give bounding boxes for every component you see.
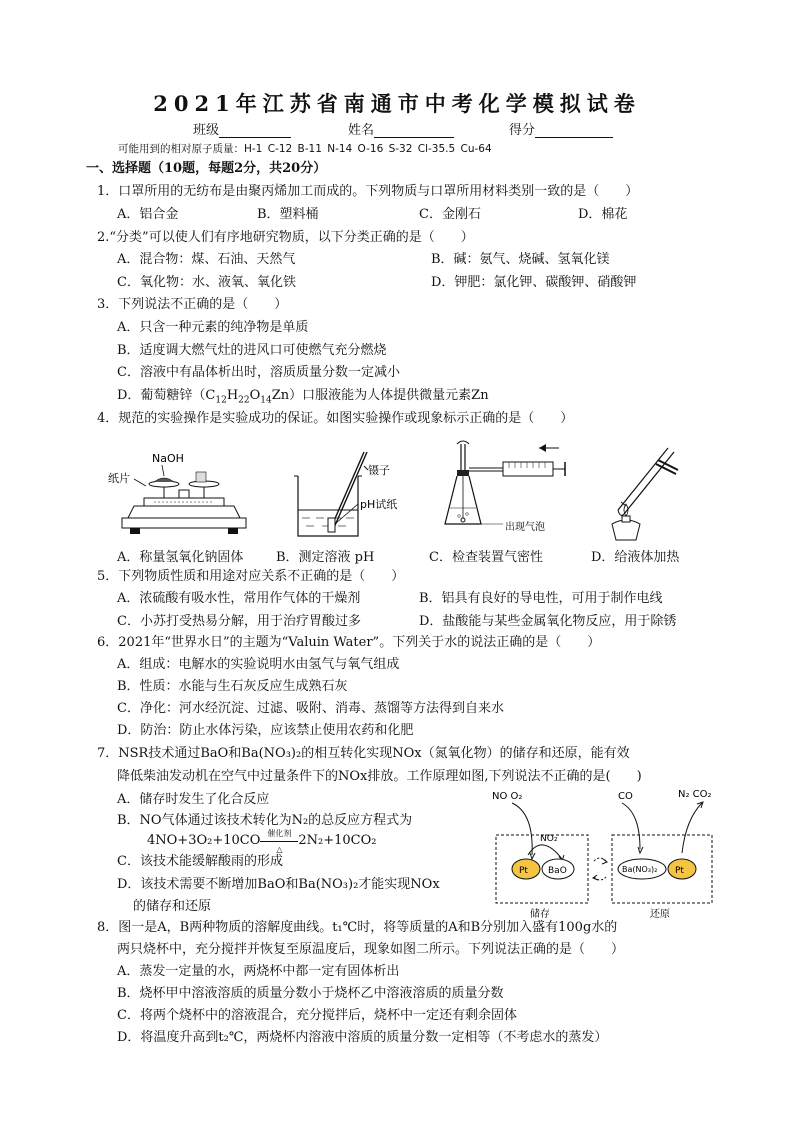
question-7-stem-2: 降低柴油发动机在空气中过量条件下的NOx排放。工作原理如图,下列说法不正确的是( ) (117, 769, 642, 784)
q7-option-b[interactable]: B．NO气体通过该技术转化为N₂的总反应方程式为 (117, 813, 413, 828)
q1-option-a[interactable]: A．铝合金 (117, 207, 179, 222)
pt-label-reduce: Pt (675, 866, 684, 876)
q3-option-d[interactable] (117, 387, 489, 410)
q7-option-d-line2: 的储存和还原 (133, 899, 212, 914)
q4-option-a[interactable]: A．称量氢氧化钠固体 (117, 550, 244, 565)
section-heading: 一、选择题（10题，每题2分，共20分） (86, 161, 327, 176)
q3-d-text-2: H (226, 388, 239, 403)
equation-left: 4NO+3O₂+10CO (147, 833, 261, 848)
q4-option-d[interactable]: D．给液体加热 (591, 550, 680, 565)
q2-option-c[interactable]: C．氧化物：水、液氧、氧化铁 (117, 275, 296, 290)
store-label: 储存 (530, 909, 550, 920)
q7-option-a[interactable]: A．储存时发生了化合反应 (117, 792, 270, 807)
q3-d-sub-3: 14 (260, 395, 272, 406)
tweezers-label: 镊子 (368, 464, 390, 477)
score-label: 得分 (509, 123, 536, 138)
reduce-output-label: N₂ CO₂ (678, 789, 712, 800)
q5-option-a[interactable]: A．浓硫酸有吸水性，常用作气体的干燥剂 (117, 591, 361, 606)
question-8-stem-2: 两只烧杯中，充分搅拌并恢复至原温度后，现象如图二所示。下列说法正确的是（ ） (117, 942, 625, 957)
q3-d-sub-1: 12 (215, 395, 227, 406)
name-blank[interactable] (374, 123, 454, 138)
q6-option-a[interactable]: A．组成：电解水的实验说明水由氢气与氧气组成 (117, 657, 400, 672)
q2-option-d[interactable]: D．钾肥：氯化钾、碳酸钾、硝酸钾 (431, 275, 637, 290)
ph-test-figure (288, 446, 418, 542)
bao-label: BaO (548, 866, 567, 876)
exam-title: 2021年江苏省南通市中考化学模拟试卷 (153, 91, 641, 116)
question-5-stem: 5．下列物质性质和用途对应关系不正确的是（ ） (97, 569, 405, 584)
catalyst-label: 催化剂 (267, 829, 292, 838)
q5-option-c[interactable]: C．小苏打受热易分解，用于治疗胃酸过多 (117, 614, 361, 629)
q1-option-c[interactable]: C．金刚石 (419, 207, 481, 222)
question-1-stem: 1．口罩所用的无纺布是由聚丙烯加工而成的。下列物质与口罩所用材料类别一致的是（ ） (97, 184, 639, 199)
score-field (509, 119, 613, 138)
question-4-stem: 4．规范的实验操作是实验成功的保证。如图实验操作或现象标示正确的是（ ） (97, 411, 574, 426)
q7-equation (147, 829, 377, 854)
airtight-figure (443, 440, 573, 544)
class-blank[interactable] (219, 123, 291, 138)
q8-option-d[interactable]: D．将温度升高到t₂℃，两烧杯内溶液中溶质的质量分数一定相等（不考虑水的蒸发） (117, 1030, 608, 1045)
class-field (193, 119, 291, 138)
no2-label: NO₂ (540, 834, 558, 844)
q7-option-c[interactable]: C．该技术能缓解酸雨的形成 (117, 854, 283, 869)
q8-option-c[interactable]: C．将两个烧杯中的溶液混合，充分搅拌后，烧杯中一定还有剩余固体 (117, 1008, 517, 1023)
store-input-label: NO O₂ (492, 791, 523, 802)
q2-option-b[interactable]: B．碱：氨气、烧碱、氢氧化镁 (431, 252, 610, 267)
nsr-diagram (490, 783, 720, 921)
q3-d-text-4: Zn）口服液能为人体提供微量元素Zn (271, 388, 489, 403)
q4-option-c[interactable]: C．检查装置气密性 (429, 550, 543, 565)
name-label: 姓名 (348, 123, 375, 138)
q1-option-b[interactable]: B．塑料桶 (257, 207, 319, 222)
q8-option-a[interactable]: A．蒸发一定量的水，两烧杯中都一定有固体析出 (117, 964, 400, 979)
equation-condition (260, 829, 298, 854)
paper-label: 纸片 (108, 472, 130, 485)
naoh-label: NaOH (152, 452, 184, 465)
q4-option-b[interactable]: B．测定溶液 pH (276, 550, 375, 565)
question-3-stem: 3．下列说法不正确的是（ ） (97, 297, 288, 312)
balance-figure (104, 446, 254, 542)
equation-right: 2N₂+10CO₂ (298, 833, 377, 848)
q7-option-d-line1[interactable]: D．该技术需要不断增加BaO和Ba(NO₃)₂才能实现NOx (117, 877, 440, 892)
q5-option-b[interactable]: B．铝具有良好的导电性，可用于制作电线 (419, 591, 663, 606)
heat-label: △ (276, 845, 283, 854)
q3-option-c[interactable]: C．溶液中有晶体析出时，溶质质量分数一定减小 (117, 365, 400, 380)
reduce-label: 还原 (650, 909, 670, 920)
ph-paper-label: pH试纸 (360, 498, 398, 511)
question-8-stem-1: 8．图一是A，B两种物质的溶解度曲线。t₁℃时，将等质量的A和B分别加入盛有100g水的 (97, 920, 618, 935)
q2-option-a[interactable]: A．混合物：煤、石油、天然气 (117, 252, 296, 267)
q8-option-b[interactable]: B．烧杯甲中溶液溶质的质量分数小于烧杯乙中溶液溶质的质量分数 (117, 986, 504, 1001)
question-6-stem: 6．2021年“世界水日”的主题为“Valuin Water”。下列关于水的说法正确的是（ ） (97, 635, 601, 650)
class-label: 班级 (193, 123, 220, 138)
atomic-masses: 可能用到的相对原子质量：H-1 C-12 B-11 N-14 O-16 S-32 Cl-35.5 Cu-64 (118, 143, 492, 155)
q6-option-b[interactable]: B．性质：水能与生石灰反应生成熟石灰 (117, 679, 348, 694)
question-2-stem: 2.“分类”可以使人们有序地研究物质，以下分类正确的是（ ） (97, 230, 474, 245)
heating-figure (600, 440, 690, 544)
banod-label: Ba(NO₃)₂ (622, 865, 658, 874)
co-label: CO (618, 791, 633, 802)
q3-d-text-3: O (249, 388, 261, 403)
q3-option-a[interactable]: A．只含一种元素的纯净物是单质 (117, 320, 309, 335)
q5-option-d[interactable]: D．盐酸能与某些金属氧化物反应，用于除锈 (419, 614, 677, 629)
q1-option-d[interactable]: D．棉花 (578, 207, 628, 222)
name-field (348, 119, 454, 138)
q6-option-d[interactable]: D．防治：防止水体污染，应该禁止使用农药和化肥 (117, 723, 414, 738)
q6-option-c[interactable]: C．净化：河水经沉淀、过滤、吸附、消毒、蒸馏等方法得到自来水 (117, 701, 504, 716)
question-7-stem-1: 7．NSR技术通过BaO和Ba(NO₃)₂的相互转化实现NOx（氮氧化物）的储存和还原，能有效 (97, 746, 630, 761)
q3-d-sub-2: 22 (238, 395, 250, 406)
bubbles-label: 出现气泡 (505, 522, 545, 533)
q3-option-b[interactable]: B．适度调大燃气灶的进风口可使燃气充分燃烧 (117, 343, 387, 358)
pt-label-store: Pt (519, 866, 528, 876)
q3-d-text-1: D．葡萄糖锌（C (117, 388, 216, 403)
score-blank[interactable] (535, 123, 613, 138)
